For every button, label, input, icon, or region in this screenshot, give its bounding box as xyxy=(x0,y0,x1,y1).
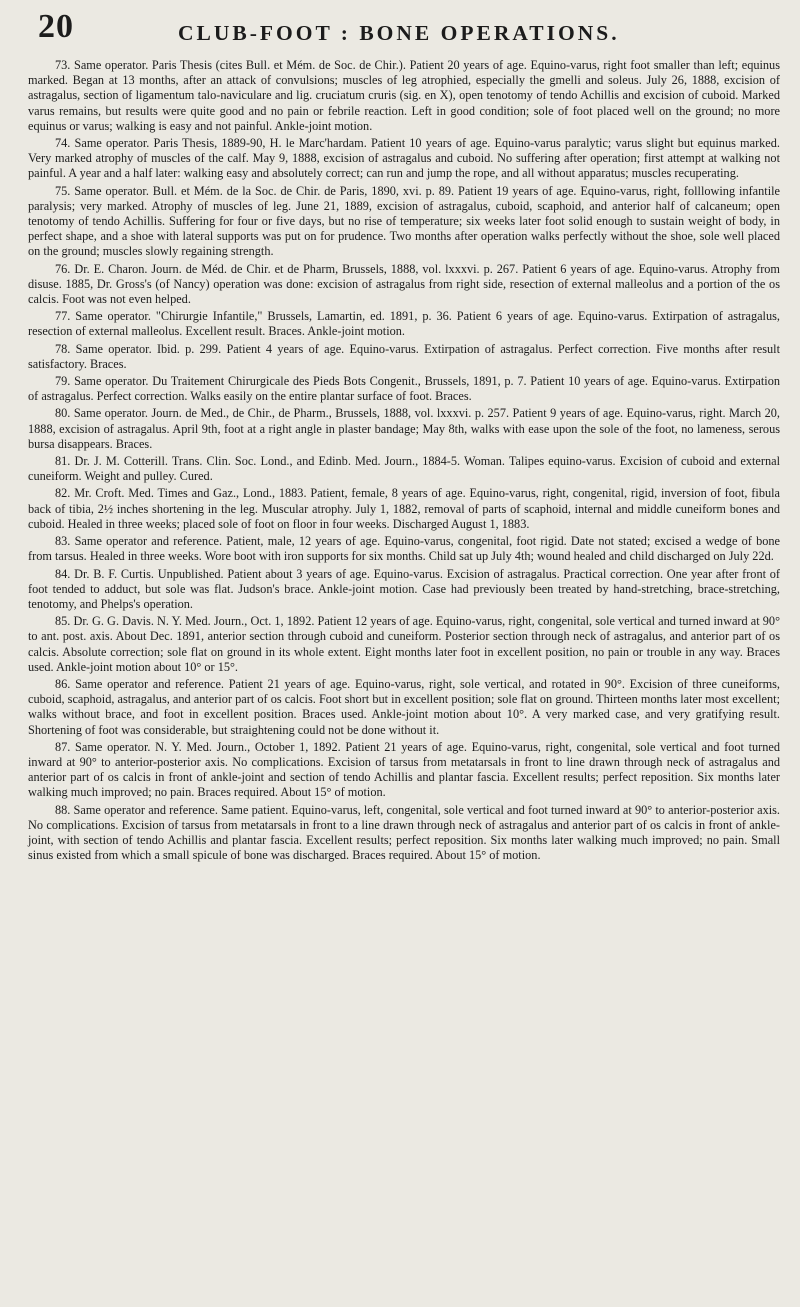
case-entry: 79. Same operator. Du Traitement Chirurgicale des Pieds Bots Congenit., Brussels, 1891, p. 7. Patient 10 years of age. Equino-varus. Extirpation of astragalus. Perfect correction. Walks easily on the entire plantar surface of foot. Braces. xyxy=(28,374,780,404)
case-entry: 75. Same operator. Bull. et Mém. de la Soc. de Chir. de Paris, 1890, xvi. p. 89. Patient 19 years of age. Equino-varus, right, folllowing infantile paralysis; very marked. Atrophy of muscles of leg. June 21, 1889, excision of astragalus, cuboid, scaphoid, and anterior half of calcaneum; open tenotomy of tendo Achillis. Suffering for four or five days, but no rise of temperature; six weeks later foot solid enough to sustain weight of body, in perfect shape, and a shoe with lateral supports was put on for prudence. Two months after operation walks perfectly without the shoe, sole well placed on the ground; muscles slowly regaining strength. xyxy=(28,183,780,259)
page-header xyxy=(28,0,780,58)
case-entry: 88. Same operator and reference. Same patient. Equino-varus, left, congenital, sole vertical and foot turned inward at 90° to anterior-posterior axis. No complications. Excision of tarsus from metatarsals in front to a line drawn through neck of astragalus and anterior part of os calcis in front of ankle-joint, with section of tendo Achillis and plantar fascia. Excellent results; perfect reposition. Six months later walking much improved; no pain. Small sinus existed from which a small spicule of bone was discharged. Braces required. About 15° of motion. xyxy=(28,802,780,863)
case-entry: 83. Same operator and reference. Patient, male, 12 years of age. Equino-varus, congenital, foot rigid. Date not stated; excised a wedge of bone from tarsus. Healed in three weeks. Wore boot with iron supports for six months. Child sat up July 4th; wound healed and child discharged on July 22d. xyxy=(28,534,780,564)
case-entry: 84. Dr. B. F. Curtis. Unpublished. Patient about 3 years of age. Equino-varus. Excision of astragalus. Practical correction. One year after front of foot tended to adduct, but sole was flat. Judson's brace. Ankle-joint motion. Case had previously been treated by hand-stretching, brace-stretching, tenotomy, and Phelps's operation. xyxy=(28,566,780,611)
case-entry: 85. Dr. G. G. Davis. N. Y. Med. Journ., Oct. 1, 1892. Patient 12 years of age. Equino-varus, right, congenital, sole vertical and turned inward at 90° to ant. post. axis. About Dec. 1891, anterior section through cuboid and cuneiform. Posterior section through neck of astragalus, and anterior part of os calcis. Absolute correction; sole flat on ground in its whole extent. Eight months later foot in excellent position, no pain or trouble in any way. Braces used. Ankle-joint motion about 10° or 15°. xyxy=(28,614,780,674)
case-entry: 76. Dr. E. Charon. Journ. de Méd. de Chir. et de Pharm, Brussels, 1888, vol. lxxxvi. p. 267. Patient 6 years of age. Equino-varus. Atrophy from disuse. 1885, Dr. Gross's (of Nancy) operation was done: excision of astragalus from right side, resection of external malleolus and a portion of the os calcis. Foot was not even helped. xyxy=(28,261,780,307)
case-entry: 78. Same operator. Ibid. p. 299. Patient 4 years of age. Equino-varus. Extirpation of astragalus. Perfect correction. Five months after result satisfactory. Braces. xyxy=(28,341,780,371)
case-entry: 82. Mr. Croft. Med. Times and Gaz., Lond., 1883. Patient, female, 8 years of age. Equino-varus, right, congenital, rigid, inversion of foot, fibula back of tibia, 2½ inches shortening in the leg. Muscular atrophy. July 1, 1882, removal of parts of scaphoid, internal and middle cuneiform bones and cuboid. Healed in three weeks; placed sole of foot on floor in four weeks. Discharged August 1, 1883. xyxy=(28,486,780,531)
case-list xyxy=(28,58,780,865)
case-entry: 73. Same operator. Paris Thesis (cites Bull. et Mém. de Soc. de Chir.). Patient 20 years of age. Equino-varus, right foot smaller than left; equinus marked. Began at 13 months, after an attack of convulsions; muscles of leg atrophied, especially the gmelli and soleus. July 26, 1888, excision of astragalus, section of ligamentum talo-naviculare and lig. cruciatum cruris (sig. en X), open tenotomy of tendo Achillis and excision of cuboid. Marked varus remains, but results were quite good and no pain or febrile reaction. Left in good condition; sole of foot placed well on the ground; no more equinus or varus; walking is easy and not painful. Ankle-joint motion. xyxy=(28,58,780,133)
case-entry: 77. Same operator. "Chirurgie Infantile," Brussels, Lamartin, ed. 1891, p. 36. Patient 6 years of age. Equino-varus. Extirpation of astragalus, resection of external malleolus. Excellent result. Braces. Ankle-joint motion. xyxy=(28,309,780,339)
case-entry: 74. Same operator. Paris Thesis, 1889-90, H. le Marc'hardam. Patient 10 years of age. Equino-varus paralytic; varus slight but equinus marked. Very marked atrophy of muscles of the calf. May 9, 1888, excision of astragalus and cuboid. No suffering after operation; first attempt at walking not painful. A year and a half later: walking easy and absolutely correct; can run and jump the rope, and all without apparatus; muscles recuperating. xyxy=(28,136,780,181)
case-entry: 87. Same operator. N. Y. Med. Journ., October 1, 1892. Patient 21 years of age. Equino-varus, right, congenital, sole vertical and foot turned inward at 90° to anterior-posterior axis. No complications. Excision of tarsus from metatarsals in front to line drawn through neck of astragalus and anterior part of os calcis in front of ankle-joint and section of tendo Achillis and plantar fascia. Excellent results; perfect reposition. Six months later walking much improved; no pain. Braces required. About 15° of motion. xyxy=(28,739,780,800)
case-entry: 81. Dr. J. M. Cotterill. Trans. Clin. Soc. Lond., and Edinb. Med. Journ., 1884-5. Woman. Talipes equino-varus. Excision of cuboid and external cuneiform. Weight and pulley. Cured. xyxy=(28,454,780,484)
case-entry: 80. Same operator. Journ. de Med., de Chir., de Pharm., Brussels, 1888, vol. lxxxvi. p. 257. Patient 9 years of age. Equino-varus, right. March 20, 1888, excision of astragalus. April 9th, foot at a right angle in plaster bandage; May 8th, walks with ease upon the sole of the foot, no lameness, serous bursa disappears. Braces. xyxy=(28,406,780,451)
running-title: CLUB-FOOT : BONE OPERATIONS. xyxy=(178,21,620,45)
case-entry: 86. Same operator and reference. Patient 21 years of age. Equino-varus, right, sole vertical, and rotated in 90°. Excision of three cuneiforms, cuboid, scaphoid, astragalus, and anterior part of os calcis. Foot short but in excellent position; sole flat on ground. Thirteen months later most excellent; walks without brace, and foot in excellent position. Braces used. Ankle-joint motion about 10°. A very marked case, and very gratifying result. Shortening of foot was considerable, but straightening could not be done without it. xyxy=(28,676,780,737)
page-number: 20 xyxy=(38,8,74,45)
